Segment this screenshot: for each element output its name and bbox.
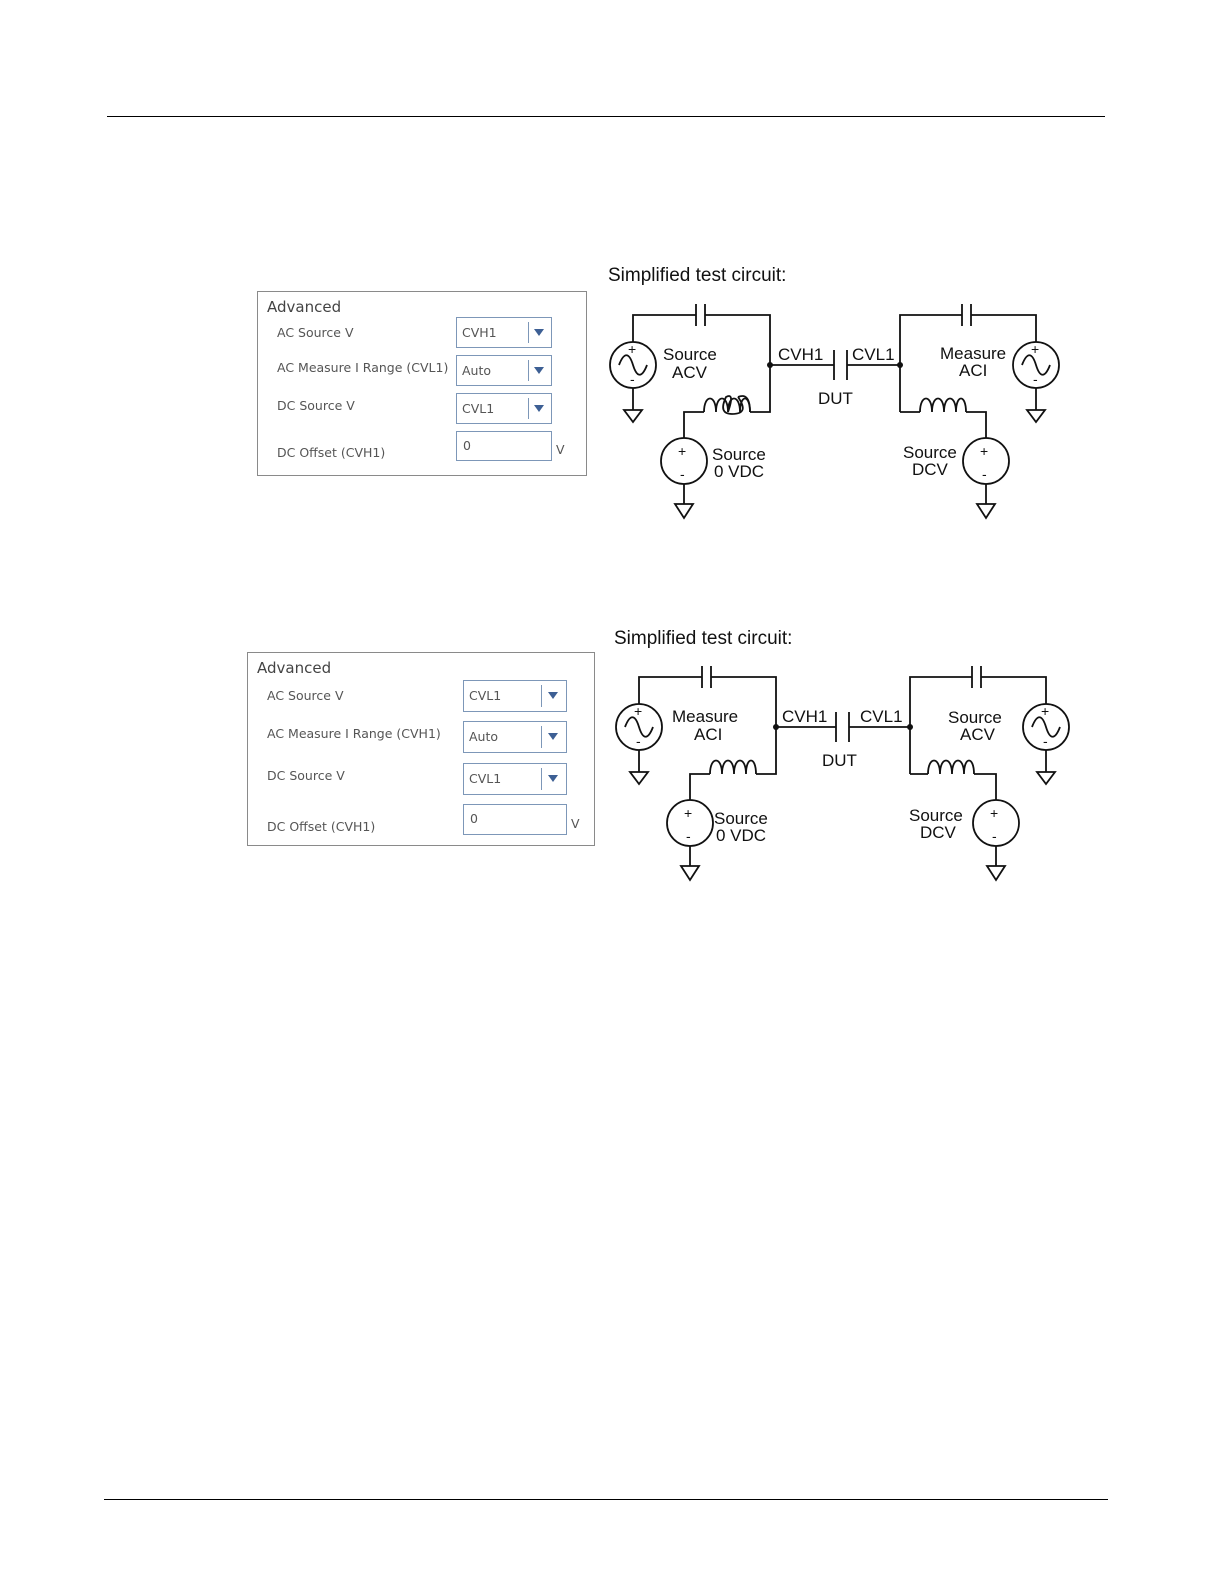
dropdown-value: CVL1	[469, 771, 502, 786]
dropdown-value: CVH1	[462, 325, 497, 340]
ground-icon	[977, 504, 995, 518]
unit-label: V	[556, 442, 565, 457]
ac-source-v-dropdown[interactable]	[456, 317, 552, 348]
ground-icon	[1027, 410, 1045, 422]
dropdown-separator	[528, 398, 529, 419]
dc-source-v-label: DC Source V	[267, 768, 345, 783]
triangle-down-icon[interactable]	[548, 692, 558, 699]
left-dc-label-line1: Source	[714, 809, 768, 828]
plus-sign: +	[684, 805, 693, 821]
minus-sign: -	[992, 828, 997, 844]
minus-sign: -	[686, 828, 691, 844]
plus-sign: +	[678, 443, 687, 459]
ground-icon	[987, 866, 1005, 880]
minus-sign: -	[1033, 371, 1038, 387]
advanced-panel-2	[247, 652, 595, 846]
right-dc-label-line2: DCV	[912, 460, 948, 479]
node-left-label: CVH1	[778, 345, 824, 364]
dc-offset-label: DC Offset (CVH1)	[277, 445, 386, 460]
right-ac-label-line1: Measure	[940, 344, 1007, 363]
minus-sign: -	[982, 466, 987, 482]
dc-offset-input[interactable]	[463, 804, 567, 835]
triangle-down-icon[interactable]	[548, 775, 558, 782]
ac-measure-i-range-label: AC Measure I Range (CVH1)	[267, 726, 441, 741]
advanced-panel-1	[257, 291, 587, 476]
plus-sign: +	[634, 703, 643, 719]
dc-source-v-dropdown[interactable]	[463, 763, 567, 795]
dropdown-separator	[528, 322, 529, 343]
input-value: 0	[470, 811, 478, 826]
dc-source-v-dropdown[interactable]	[456, 393, 552, 424]
node-right-label: CVL1	[860, 707, 903, 726]
test-circuit-diagram-1	[600, 290, 1100, 550]
minus-sign: -	[630, 371, 635, 387]
dc-offset-input[interactable]	[456, 431, 552, 461]
dropdown-value: CVL1	[462, 401, 495, 416]
footer-rule	[104, 1499, 1108, 1500]
left-ac-label-line1: Measure	[672, 707, 739, 726]
header-rule	[107, 116, 1105, 117]
ac-measure-i-range-label: AC Measure I Range (CVL1)	[277, 360, 449, 375]
dut-label: DUT	[818, 389, 853, 408]
right-ac-label-line2: ACV	[960, 725, 995, 744]
right-ac-label-line1: Source	[948, 708, 1002, 727]
input-value: 0	[463, 438, 471, 453]
left-ac-label-line2: ACV	[672, 363, 707, 382]
triangle-down-icon[interactable]	[534, 405, 544, 412]
ac-measure-i-range-dropdown[interactable]	[463, 721, 567, 753]
left-ac-label-line1: Source	[663, 345, 717, 364]
dropdown-value: Auto	[462, 363, 492, 378]
ground-icon	[675, 504, 693, 518]
node-right-label: CVL1	[852, 345, 895, 364]
panel-title: Advanced	[267, 298, 342, 316]
ac-source-v-label: AC Source V	[267, 688, 344, 703]
ac-source-v-label: AC Source V	[277, 325, 354, 340]
plus-sign: +	[628, 341, 637, 357]
plus-sign: +	[990, 805, 999, 821]
left-dc-label-line1: Source	[712, 445, 766, 464]
ground-icon	[681, 866, 699, 880]
dc-offset-label: DC Offset (CVH1)	[267, 819, 376, 834]
triangle-down-icon[interactable]	[548, 733, 558, 740]
plus-sign: +	[1041, 703, 1050, 719]
ac-measure-i-range-dropdown[interactable]	[456, 355, 552, 386]
dropdown-separator	[541, 768, 542, 790]
dropdown-value: CVL1	[469, 688, 502, 703]
triangle-down-icon[interactable]	[534, 367, 544, 374]
dut-label: DUT	[822, 751, 857, 770]
left-dc-label-line2: 0 VDC	[716, 826, 767, 845]
node-left-label: CVH1	[782, 707, 828, 726]
unit-label: V	[571, 816, 580, 831]
left-dc-label-line2: 0 VDC	[714, 462, 765, 481]
ground-icon	[630, 772, 648, 784]
test-circuit-diagram-2	[606, 652, 1106, 912]
ground-icon	[624, 410, 642, 422]
dropdown-separator	[541, 726, 542, 748]
dc-source-v-label: DC Source V	[277, 398, 355, 413]
panel-title: Advanced	[257, 659, 332, 677]
dropdown-value: Auto	[469, 729, 499, 744]
circuit-caption: Simplified test circuit:	[608, 265, 787, 286]
plus-sign: +	[1031, 341, 1040, 357]
right-dc-label-line2: DCV	[920, 823, 956, 842]
right-dc-label-line1: Source	[903, 443, 957, 462]
minus-sign: -	[680, 466, 685, 482]
triangle-down-icon[interactable]	[534, 329, 544, 336]
dropdown-separator	[528, 360, 529, 381]
dropdown-separator	[541, 685, 542, 707]
minus-sign: -	[1043, 733, 1048, 749]
left-ac-label-line2: ACI	[694, 725, 723, 744]
plus-sign: +	[980, 443, 989, 459]
ground-icon	[1037, 772, 1055, 784]
ac-source-v-dropdown[interactable]	[463, 680, 567, 712]
right-dc-label-line1: Source	[909, 806, 963, 825]
right-ac-label-line2: ACI	[959, 361, 988, 380]
circuit-caption: Simplified test circuit:	[614, 628, 793, 649]
minus-sign: -	[636, 733, 641, 749]
